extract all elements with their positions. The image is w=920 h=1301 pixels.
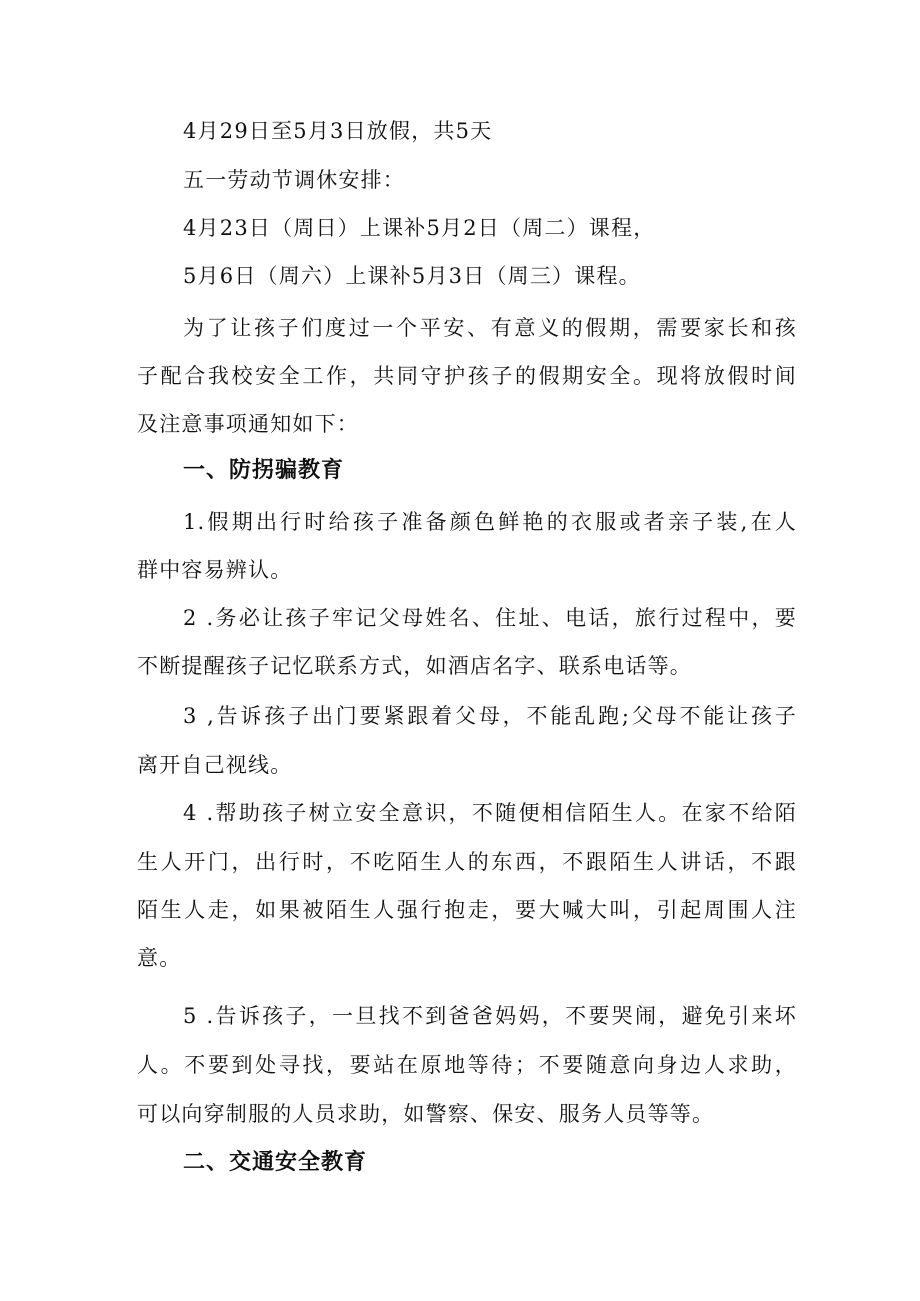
item-4-line-3: 陌生人走，如果被陌生人强行抱走，要大喊大叫，引起周围人注: [137, 898, 797, 922]
makeup-schedule-line-1: 4月23日（周日）上课补5月2日（周二）课程，: [183, 216, 656, 240]
intro-paragraph-line-2: 子配合我校安全工作，共同守护孩子的假期安全。现将放假时间: [137, 364, 797, 388]
item-5-line-3: 可以向穿制服的人员求助，如警察、保安、服务人员等等。: [137, 1102, 715, 1126]
item-4-line-1: 4 .帮助孩子树立安全意识，不随便相信陌生人。在家不给陌: [183, 801, 797, 825]
intro-paragraph-line-3: 及注意事项通知如下：: [137, 412, 359, 436]
item-5-line-1: 5 .告诉孩子，一旦找不到爸爸妈妈，不要哭闹，避免引来坏: [183, 1004, 797, 1028]
item-1-line-1: 1.假期出行时给孩子准备颜色鲜艳的衣服或者亲子装,在人: [183, 510, 797, 534]
makeup-schedule-line-2: 5月6日（周六）上课补5月3日（周三）课程。: [183, 264, 641, 288]
item-4-line-4: 意。: [137, 946, 182, 970]
item-5-line-2: 人。不要到处寻找，要站在原地等待；不要随意向身边人求助，: [137, 1053, 797, 1077]
intro-paragraph-line-1: 为了让孩子们度过一个平安、有意义的假期，需要家长和孩: [183, 316, 797, 340]
item-2-line-2: 不断提醒孩子记忆联系方式，如酒店名字、联系电话等。: [137, 654, 692, 678]
item-1-line-2: 群中容易辨认。: [137, 558, 293, 582]
section-heading-anti-abduction: 一、防拐骗教育: [183, 458, 345, 483]
makeup-schedule-title: 五一劳动节调休安排：: [183, 168, 405, 192]
item-3-line-1: 3 ,告诉孩子出门要紧跟着父母，不能乱跑;父母不能让孩子: [183, 704, 797, 728]
holiday-dates-line: 4月29日至5月3日放假，共5天: [183, 119, 493, 143]
item-4-line-2: 生人开门，出行时，不吃陌生人的东西，不跟陌生人讲话，不跟: [137, 850, 797, 874]
section-heading-traffic-safety: 二、交通安全教育: [183, 1150, 368, 1175]
item-3-line-2: 离开自己视线。: [137, 753, 293, 777]
item-2-line-1: 2 .务必让孩子牢记父母姓名、住址、电话，旅行过程中，要: [183, 606, 797, 630]
